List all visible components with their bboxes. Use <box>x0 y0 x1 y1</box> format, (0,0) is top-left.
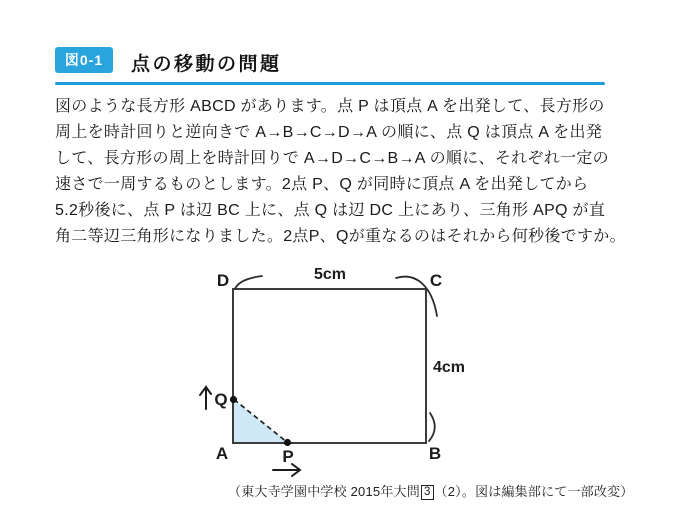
citation-suffix: （2）。図は編集部にて一部改変） <box>434 484 634 499</box>
source-citation <box>228 481 633 500</box>
rectangle-abcd <box>233 289 426 443</box>
dimension-arc-top-left <box>235 276 262 289</box>
up-arrow-icon <box>200 387 211 409</box>
citation-prefix: （東大寺学園中学校 2015年大問 <box>228 484 420 499</box>
problem-line: 速さで一周するものとします。2点 P、Q が同時に頂点 A を出発してから <box>55 176 589 193</box>
problem-line: して、長方形の周上を時計回りで A→D→C→B→A の順に、それぞれ一定の <box>55 150 609 167</box>
problem-line: 5.2秒後に、点 P は辺 BC 上に、点 Q は辺 DC 上にあり、三角形 APQ が直 <box>55 202 606 219</box>
problem-line: 図のような長方形 ABCD があります。点 P は頂点 A を出発して、長方形の <box>55 98 605 115</box>
point-label-q: Q <box>214 390 228 409</box>
vertex-label-c: C <box>429 271 443 290</box>
boxed-problem-number: 3 <box>421 485 434 500</box>
point-label-p: P <box>282 447 294 466</box>
dimension-arc-bottom-right <box>429 413 435 441</box>
point-p-dot <box>284 439 291 446</box>
vertex-label-d: D <box>216 271 230 290</box>
page-title: 点の移動の問題 <box>131 54 282 75</box>
vertex-label-a: A <box>215 444 229 463</box>
problem-line: 角二等辺三角形になりました。2点P、Qが重なるのはそれから何秒後ですか。 <box>55 228 626 245</box>
dimension-label-height: 4cm <box>432 359 466 376</box>
vertex-label-b: B <box>428 444 442 463</box>
dimension-label-width: 5cm <box>313 266 347 283</box>
point-q-dot <box>230 396 237 403</box>
problem-line: 周上を時計回りと逆向きで A→B→C→D→A の順に、点 Q は頂点 A を出発 <box>55 124 603 141</box>
figure-number-label: 図0-1 <box>64 52 104 68</box>
